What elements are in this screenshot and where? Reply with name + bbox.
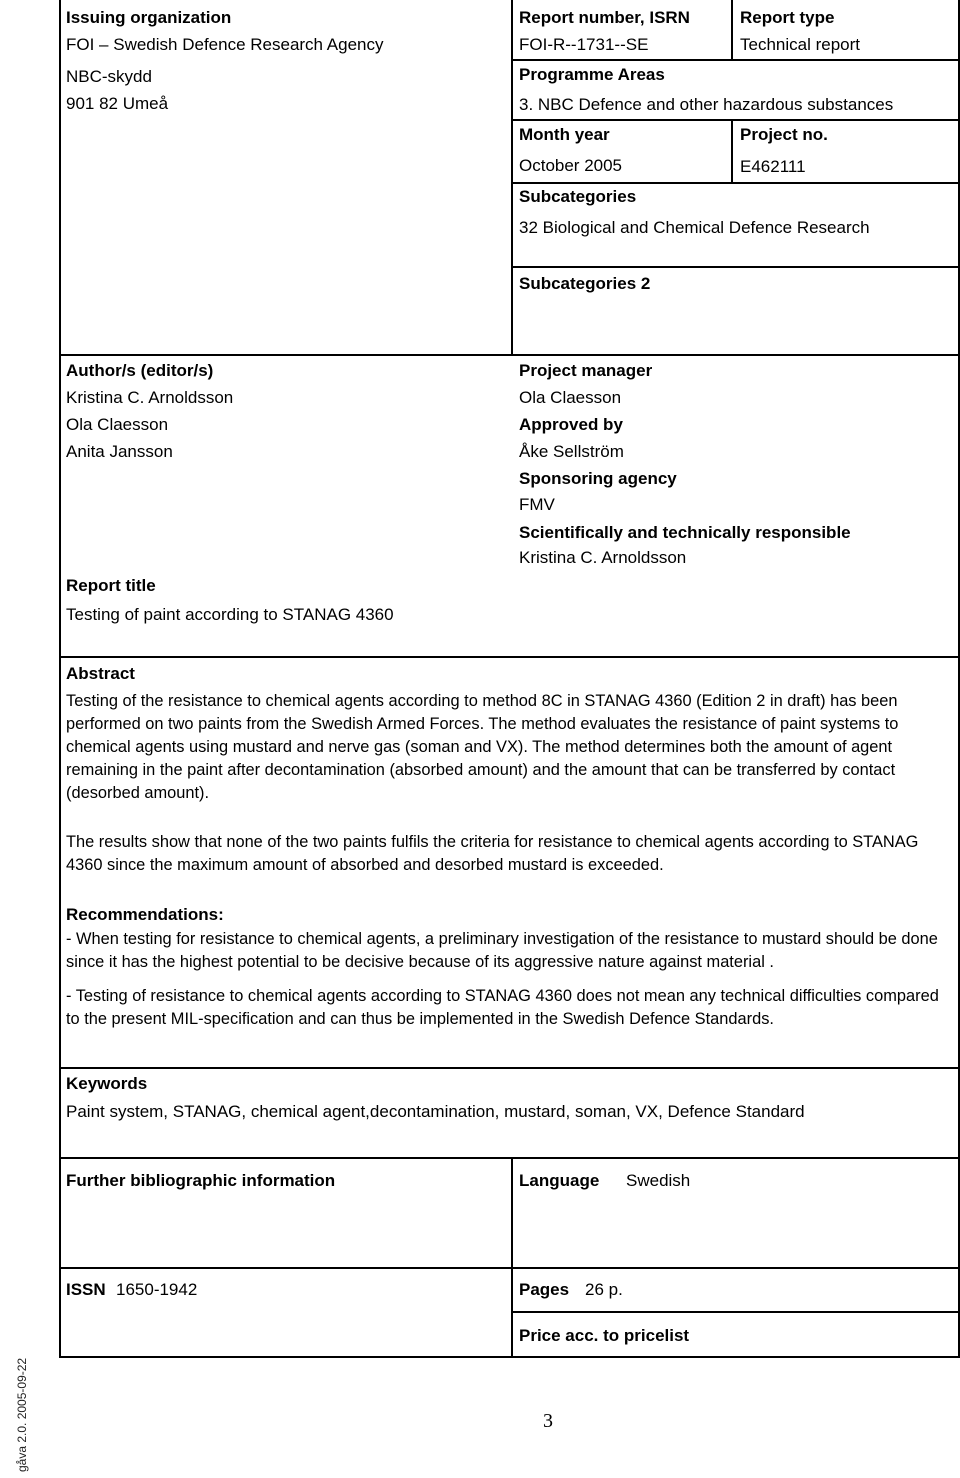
recommendations-label: Recommendations: [66, 905, 224, 924]
subcategories2-label: Subcategories 2 [519, 274, 651, 293]
border-left [59, 0, 61, 1358]
divider-issn [511, 1267, 513, 1358]
abstract-label: Abstract [66, 664, 135, 683]
rule-3 [511, 182, 960, 184]
author-name: Ola Claesson [66, 415, 169, 434]
report-type-value: Technical report [740, 35, 861, 54]
pages-value: 26 p. [585, 1280, 623, 1299]
report-title-label: Report title [66, 576, 156, 595]
project-manager-label: Project manager [519, 361, 653, 380]
project-manager-value: Ola Claesson [519, 388, 622, 407]
divider-projectno [731, 120, 733, 183]
rule-under-pages [511, 1311, 960, 1313]
rule-before-issn [59, 1267, 960, 1269]
author-name: Anita Jansson [66, 442, 173, 461]
pages-label: Pages [519, 1280, 570, 1299]
abstract-paragraph-1: Testing of the resistance to chemical agents according to method 8C in STANAG 4360 (Edition 2 in draft) has been performed on two paints from the Swedish Armed Forces. The method evaluates the resistance of paint systems to chemical agents using mustard and nerve gas (soman and VX). The method determines both the amount of agent remaining in the paint after decontamination (absorbed amount) and the amount that can be transferred by contact (desorbed amount). [66, 692, 899, 802]
report-title-value: Testing of paint according to STANAG 4360 [66, 605, 394, 624]
issuing-dept: NBC-skydd [66, 67, 152, 86]
subcategories-value: 32 Biological and Chemical Defence Research [519, 218, 870, 237]
issuing-address: 901 82 Umeå [66, 94, 169, 113]
issuing-label: Issuing organization [66, 8, 232, 27]
rule-1 [511, 59, 960, 61]
divider-reporttype [731, 0, 733, 60]
responsible-value: Kristina C. Arnoldsson [519, 548, 687, 567]
rule-2 [511, 119, 960, 121]
rule-top-section [59, 354, 960, 356]
month-year-value: October 2005 [519, 156, 623, 175]
sponsoring-value: FMV [519, 495, 555, 514]
abstract-paragraph-2: The results show that none of the two paints fulfils the criteria for resistance to chemical agents according to STANAG 4360 since the maximum amount of absorbed and desorbed mustard is exceeded. [66, 833, 919, 874]
rule-before-keywords [59, 1067, 960, 1069]
month-year-label: Month year [519, 125, 610, 144]
programme-label: Programme Areas [519, 65, 665, 84]
rule-4 [511, 266, 960, 268]
report-number-label: Report number, ISRN [519, 8, 690, 27]
approved-by-value: Åke Sellström [519, 442, 624, 461]
rule-bottom [59, 1356, 960, 1358]
issn-value: 1650-1942 [116, 1280, 198, 1299]
report-number-value: FOI-R--1731--SE [519, 35, 649, 54]
subcategories-label: Subcategories [519, 187, 637, 206]
price-label: Price acc. to pricelist [519, 1326, 690, 1345]
divider-language [511, 1157, 513, 1269]
divider-mid-top [511, 0, 513, 355]
report-type-label: Report type [740, 8, 835, 27]
project-no-value: E462111 [740, 157, 806, 176]
recommendation-1: - When testing for resistance to chemical agents, a preliminary investigation of the resistance to mustard should be done since it has the highest potential to be decisive because of its aggressive nature against material . [66, 930, 938, 971]
issn-label: ISSN [66, 1280, 106, 1299]
keywords-label: Keywords [66, 1074, 148, 1093]
issuing-org: FOI – Swedish Defence Research Agency [66, 35, 384, 54]
further-label: Further bibliographic information [66, 1171, 336, 1190]
side-note: gåva 2.0. 2005-09-22 [15, 1357, 29, 1472]
authors-label: Author/s (editor/s) [66, 361, 214, 380]
programme-value: 3. NBC Defence and other hazardous substances [519, 95, 894, 114]
rule-before-further [59, 1157, 960, 1159]
language-label: Language [519, 1171, 600, 1190]
approved-by-label: Approved by [519, 415, 623, 434]
sponsoring-label: Sponsoring agency [519, 469, 677, 488]
responsible-label: Scientifically and technically responsible [519, 523, 851, 542]
project-no-label: Project no. [740, 125, 828, 144]
keywords-value: Paint system, STANAG, chemical agent,decontamination, mustard, soman, VX, Defence Standard [66, 1102, 805, 1121]
author-name: Kristina C. Arnoldsson [66, 388, 234, 407]
language-value: Swedish [626, 1171, 691, 1190]
rule-before-abstract [59, 656, 960, 658]
page-number: 3 [543, 1410, 553, 1432]
recommendation-2: - Testing of resistance to chemical agents according to STANAG 4360 does not mean any technical difficulties compared to the present MIL-specification and can thus be implemented in the Swedish Defence Standards. [66, 987, 939, 1028]
